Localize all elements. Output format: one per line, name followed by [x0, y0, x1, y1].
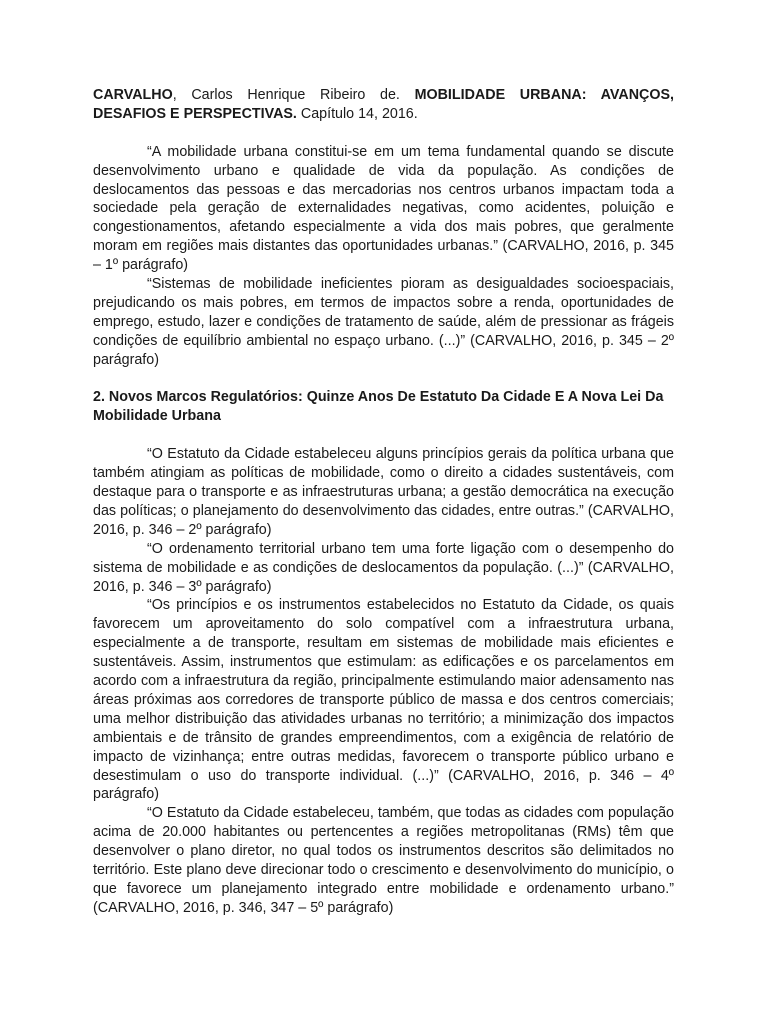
quote-paragraph: “A mobilidade urbana constitui-se em um tema fundamental quando se discute desenvolvimento urbano e qualidade de vida da população. As condições de deslocamentos das pessoas e das mercadorias nos centros urbanos impactam toda a sociedade pela geração de externalidades negativas, como acidentes, poluição e congestionamentos, afetando especialmente a vida dos mais pobres, que geralmente moram em regiões mais distantes das oportunidades urbanas.” (CARVALHO, 2016, p. 345 – 1º parágrafo) [93, 143, 674, 274]
quote-paragraph: “O Estatuto da Cidade estabeleceu alguns princípios gerais da política urbana que também atingiam as políticas de mobilidade, como o direito a cidades sustentáveis, com destaque para o transporte e as infraestruturas urbana; a gestão democrática na execução das políticas; o planejamento do desenvolvimento das cidades, entre outras.” (CARVALHO, 2016, p. 346 – 2º parágrafo) [93, 446, 674, 538]
reference-author-rest: , Carlos Henrique Ribeiro de. [172, 87, 415, 103]
spacer [93, 370, 674, 389]
quote-paragraph: “O ordenamento territorial urbano tem uma forte ligação com o desempenho do sistema de mobilidade e as condições de deslocamentos da população. (...)” (CARVALHO, 2016, p. 346 – 3º parágrafo) [93, 540, 674, 595]
spacer [93, 426, 674, 445]
quote-paragraph: “O Estatuto da Cidade estabeleceu, também, que todas as cidades com população acima de 20.000 habitantes ou pertencentes a regiões metropolitanas (RMs) têm que desenvolver o plano diretor, no qual todos os instrumentos descritos são delimitados no território. Este plano deve direcionar todo o crescimento e desenvolvimento do município, o que favorece um planejamento integrado entre mobilidade e ordenamento urbano.” (CARVALHO, 2016, p. 346, 347 – 5º parágrafo) [93, 805, 674, 916]
reference-suffix: Capítulo 14, 2016. [296, 105, 418, 122]
spacer [93, 124, 674, 143]
reference-title: MOBILIDADE URBANA: AVANÇOS, DESAFIOS E PERSPECTIVAS. [93, 87, 674, 122]
section-heading: 2. Novos Marcos Regulatórios: Quinze Anos De Estatuto Da Cidade E A Nova Lei Da Mobilidade Urbana [93, 389, 664, 425]
document-page [93, 86, 674, 918]
quote-paragraph: “Os princípios e os instrumentos estabelecidos no Estatuto da Cidade, os quais favorecem um aproveitamento do solo compatível com a infraestrutura urbana, especialmente a de transporte, resultam em sistemas de mobilidade mais eficientes e sustentáveis. Assim, instrumentos que estimulam: as edificações e os parcelamentos em acordo com a infraestrutura da região, principalmente estimulando maior adensamento nas áreas próximas aos corredores de transporte público de massa e dos centros comerciais; uma melhor distribuição das atividades urbanas no território; a minimização dos impactos ambientais e de trânsito de grandes empreendimentos, com a exigência de relatório de impacto de vizinhança; entre outras medidas, favorecem o transporte público urbano e desestimulam o uso do transporte individual. (...)” (CARVALHO, 2016, p. 346 – 4º parágrafo) [93, 597, 674, 803]
reference-author: CARVALHO [93, 87, 173, 103]
reference-citation [93, 86, 674, 124]
quote-paragraph: “Sistemas de mobilidade ineficientes pioram as desigualdades socioespaciais, prejudicando os mais pobres, em termos de impactos sobre a renda, oportunidades de emprego, estudo, lazer e condições de tratamento de saúde, além de pressionar as frágeis condições de equilíbrio ambiental no espaço urbano. (...)” (CARVALHO, 2016, p. 345 – 2º parágrafo) [93, 276, 674, 368]
